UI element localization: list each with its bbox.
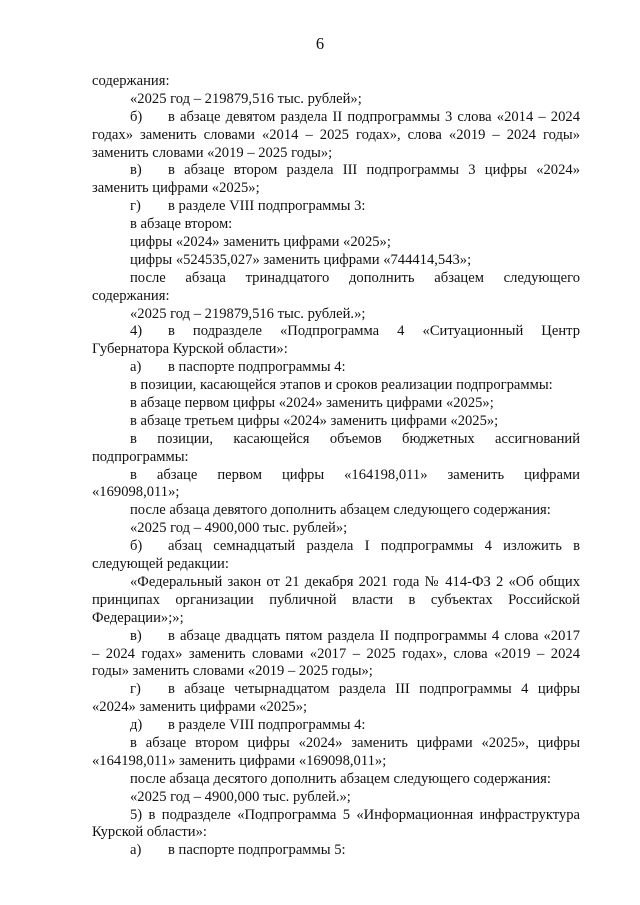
list-marker: г)	[130, 198, 141, 215]
line-text: «169098,011»;	[92, 484, 180, 501]
line-text: в абзаце втором:	[130, 216, 233, 233]
text-line	[92, 753, 580, 771]
text-line	[92, 252, 580, 270]
line-text: в абзаце двадцать пятом раздела II подпрограммы 4 слова «2017	[168, 627, 580, 644]
text-line	[92, 699, 580, 717]
line-text: после абзаца десятого дополнить абзацем следующего содержания:	[130, 770, 551, 787]
text-line	[92, 520, 580, 538]
document-body	[92, 73, 580, 860]
text-line	[92, 395, 580, 413]
line-text: в разделе VIII подпрограммы 3:	[168, 198, 366, 215]
list-marker: г)	[130, 681, 141, 698]
text-line	[92, 180, 580, 198]
text-line	[92, 592, 580, 610]
line-text: «164198,011» заменить цифрами «169098,011»;	[92, 752, 387, 769]
text-line	[92, 377, 580, 395]
line-text: в паспорте подпрограммы 4:	[168, 359, 346, 376]
line-text: Федерации»;»;	[92, 609, 184, 626]
text-line	[92, 628, 580, 646]
text-line	[92, 824, 580, 842]
text-line	[92, 502, 580, 520]
text-line	[92, 449, 580, 467]
line-text: годы» заменить словами «2019 – 2025 годы»;	[92, 663, 373, 680]
text-line	[92, 771, 580, 789]
line-text: заменить словами «2019 – 2025 годы»;	[92, 144, 333, 161]
list-marker: 4)	[130, 323, 143, 340]
line-text: после абзаца девятого дополнить абзацем следующего содержания:	[130, 502, 551, 519]
line-text: в паспорте подпрограммы 5:	[168, 842, 346, 859]
line-text: Губернатора Курской области»:	[92, 341, 288, 358]
text-line	[92, 109, 580, 127]
line-text: следующей редакции:	[92, 556, 229, 573]
line-text: в абзаце втором цифры «2024» заменить цифрами «2025», цифры	[130, 734, 580, 751]
line-text: «2025 год – 4900,000 тыс. рублей.»;	[130, 788, 351, 805]
text-line	[92, 73, 580, 91]
line-text: годах» заменить словами «2014 – 2025 годах», слова «2019 – 2024 годы»	[92, 126, 580, 143]
text-line	[92, 789, 580, 807]
text-line	[92, 735, 580, 753]
text-line	[92, 270, 580, 288]
text-line	[92, 127, 580, 145]
text-line	[92, 556, 580, 574]
line-text: подпрограммы:	[92, 448, 189, 465]
text-line	[92, 234, 580, 252]
page-number: 6	[315, 34, 325, 53]
line-text: абзац семнадцатый раздела I подпрограммы 4 изложить в	[168, 538, 580, 555]
text-line	[92, 646, 580, 664]
text-line	[92, 216, 580, 234]
line-text: «2025 год – 4900,000 тыс. рублей»;	[130, 520, 348, 537]
list-marker: а)	[130, 842, 142, 859]
list-marker: в)	[130, 627, 142, 644]
line-text: цифры «2024» заменить цифрами «2025»;	[130, 234, 391, 251]
list-marker: д)	[130, 717, 143, 734]
list-marker: а)	[130, 359, 142, 376]
list-marker: б)	[130, 108, 143, 125]
text-line	[92, 538, 580, 556]
text-line	[92, 842, 580, 860]
line-text: после абзаца тринадцатого дополнить абзацем следующего	[130, 269, 580, 286]
text-line	[92, 162, 580, 180]
text-line	[92, 663, 580, 681]
line-text: в подразделе «Подпрограмма 4 «Ситуационный Центр	[168, 323, 580, 340]
line-text: – 2024 годах» заменить словами «2017 – 2025 годах», слова «2019 – 2024	[92, 645, 580, 662]
text-line	[92, 681, 580, 699]
line-text: Курской области»:	[92, 824, 207, 841]
list-marker: б)	[130, 538, 143, 555]
text-line	[92, 484, 580, 502]
text-line	[92, 323, 580, 341]
line-text: в абзаце девятом раздела II подпрограммы 3 слова «2014 – 2024	[168, 108, 580, 125]
text-line	[92, 807, 580, 825]
line-text: принципах организации публичной власти в субъектах Российской	[92, 591, 580, 608]
line-text: в позиции, касающейся объемов бюджетных ассигнований	[130, 430, 580, 447]
text-line	[92, 145, 580, 163]
line-text: цифры «524535,027» заменить цифрами «744414,543»;	[130, 251, 472, 268]
line-text: в позиции, касающейся этапов и сроков реализации подпрограммы:	[130, 377, 553, 394]
line-text: в абзаце втором раздела III подпрограммы 3 цифры «2024»	[168, 162, 580, 179]
text-line	[92, 341, 580, 359]
line-text: в разделе VIII подпрограммы 4:	[168, 717, 366, 734]
line-text: в абзаце третьем цифры «2024» заменить цифрами «2025»;	[130, 412, 499, 429]
line-text: «2025 год – 219879,516 тыс. рублей.»;	[130, 305, 366, 322]
line-text: в абзаце первом цифры «2024» заменить цифрами «2025»;	[130, 395, 494, 412]
line-text: «2025 год – 219879,516 тыс. рублей»;	[130, 90, 362, 107]
text-line	[92, 431, 580, 449]
text-line	[92, 359, 580, 377]
text-line	[92, 306, 580, 324]
text-line	[92, 288, 580, 306]
line-text: содержания:	[92, 287, 170, 304]
line-text: заменить цифрами «2025»;	[92, 180, 260, 197]
text-line	[92, 574, 580, 592]
text-line	[92, 413, 580, 431]
line-text: в абзаце первом цифры «164198,011» заменить цифрами	[130, 466, 580, 483]
text-line	[92, 610, 580, 628]
line-text: «Федеральный закон от 21 декабря 2021 года № 414-ФЗ 2 «Об общих	[130, 573, 580, 590]
text-line	[92, 91, 580, 109]
line-text: в абзаце четырнадцатом раздела III подпрограммы 4 цифры	[168, 681, 580, 698]
text-line	[92, 198, 580, 216]
line-text: «2024» заменить цифрами «2025»;	[92, 699, 308, 716]
list-marker: в)	[130, 162, 142, 179]
text-line	[92, 467, 580, 485]
line-text: содержания:	[92, 73, 170, 89]
text-line	[92, 717, 580, 735]
line-text: 5) в подразделе «Подпрограмма 5 «Информационная инфраструктура	[130, 806, 580, 823]
